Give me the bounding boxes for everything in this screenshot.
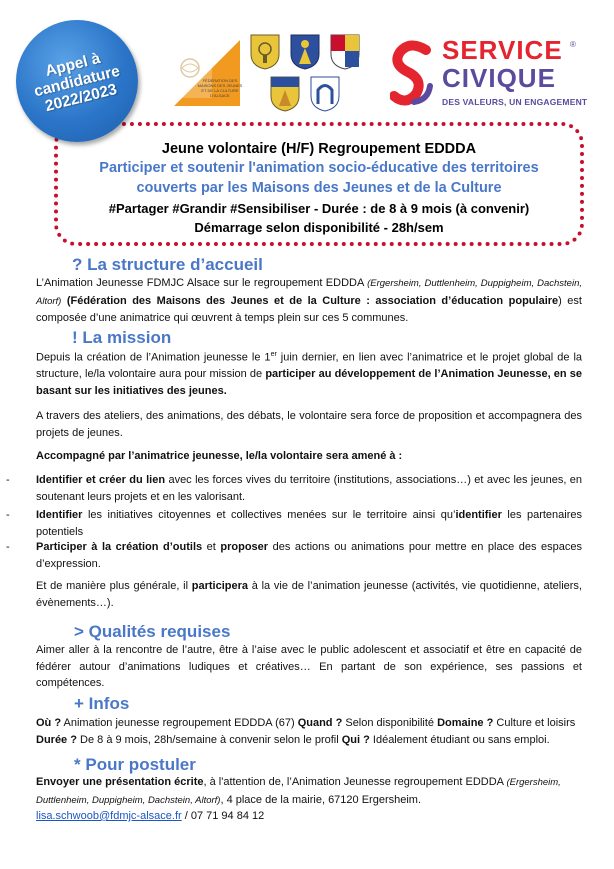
infos-heading [74,694,129,714]
offer-tags: #Partager #Grandir #Sensibiliser - Durée : de 8 à 9 mois (à convenir) [108,201,530,216]
infos-line-2: Durée ? De 8 à 9 mois, 28h/semaine à convenir selon le profil Qui ? Idéalement étudiant ou sans emploi. [36,734,550,746]
shield-icon-5 [310,76,340,112]
shield-icon-1 [250,34,280,70]
contact-line [36,808,582,825]
commune-shields [246,34,364,114]
mission-heading [72,328,171,348]
mission-bullet-2: - Identifier les initiatives citoyennes et collectives menées sur le territoire ainsi qu’identifier les partenaires potentiels [6,509,582,538]
service-civique-slogan: DES VALEURS, UN ENGAGEMENT [442,97,588,107]
structure-paragraph: L’Animation Jeunesse FDMJC Alsace sur le regroupement EDDDA (Ergersheim, Duttlenheim, Duppigheim, Dachstein, Altorf) (Fédération des Maisons des Jeunes et de la Culture : association d’éducation populaire) est composée d’une animatrice qui œuvrent à temps plein sur ces 5 communes. [36,277,582,324]
mission-bullet-3: - Participer à la création d’outils et proposer des actions ou animations pour mettre en place des espaces d’expression. [6,541,582,570]
shield-icon-2 [290,34,320,70]
badge-text: Appel à candidature 2022/2023 [32,49,122,115]
shield-icon-4 [270,76,300,112]
infos-heading-text: Infos [88,694,130,713]
postuler-heading [74,755,196,775]
postuler-paragraph: Envoyer une présentation écrite, à l'attention de, l’Animation Jeunesse regroupement EDDDA (Ergersheim, Duttlenheim, Duppigheim, Dachstein, Altorf), 4 place de la mairie, 67120 Ergersheim. [36,776,561,806]
postuler-heading-text: Pour postuler [85,755,196,774]
qualites-paragraph: Aimer aller à la rencontre de l’autre, être à l’aise avec le public adolescent et associatif et être en capacité de fédérer autour d’animations ludiques et créatives… En partant de son expérience, ses passions et compétences. [36,644,582,689]
qualites-heading-text: Qualités requises [88,622,231,641]
application-badge [16,20,138,142]
registered-mark: ® [570,40,576,49]
mission-heading-text: La mission [82,328,172,347]
plus-icon: + [74,694,84,713]
service-civique-logo-icon [390,40,434,106]
offer-box [54,122,584,246]
asterisk-icon: * [74,755,81,774]
service-civique-title-2: CIVIQUE [442,63,556,93]
phone-number: / 07 71 94 84 12 [181,810,265,822]
service-civique-title-1: SERVICE [442,35,563,65]
qualites-heading [74,622,230,642]
structure-heading-text: La structure d’accueil [87,255,263,274]
mission-paragraph-3: Accompagné par l’animatrice jeunesse, le/la volontaire sera amené à : [36,450,403,462]
offer-subtitle: Participer et soutenir l'animation socio-éducative des territoires couverts par les Maisons des Jeunes et de la Culture [99,160,539,196]
offer-title: Jeune volontaire (H/F) Regroupement EDDDA [161,141,477,157]
mission-paragraph-2: A travers des ateliers, des animations, des débats, le volontaire sera force de proposition et accompagnera des projets de jeunes. [36,410,582,439]
email-link[interactable]: lisa.schwoob@fdmjc-alsace.fr [36,810,182,822]
shield-icon-3 [330,34,360,70]
mission-paragraph-4: Et de manière plus générale, il participera à la vie de l’animation jeunesse (activités, vie quotidienne, ateliers, évènements…). [36,580,582,609]
exclamation-icon: ! [72,328,78,347]
chevron-right-icon: > [74,622,84,641]
infos-line-1: Où ? Animation jeunesse regroupement EDDDA (67) Quand ? Selon disponibilité Domaine ? Culture et loisirs [36,717,576,729]
federation-caption: FÉDÉRATION DES MAISONS DES JEUNES ET DE LA CULTURE D'ALSACE [197,78,243,98]
question-icon: ? [72,255,83,274]
mission-paragraph-1: Depuis la création de l’Animation jeunesse le 1er juin dernier, en lien avec l’animatrice et le projet global de la structure, le/la volontaire aura pour mission de participer au développement de l’Animation Jeunesse, en se basant sur les initiatives des jeunes. [36,351,583,397]
mission-bullet-1: - Identifier et créer du lien avec les forces vives du territoire (institutions, associations…) et avec les jeunes, en soutenant leurs projets et en les valorisant. [6,474,582,503]
offer-start: Démarrage selon disponibilité - 28h/sem [194,220,444,235]
structure-heading [72,255,263,275]
